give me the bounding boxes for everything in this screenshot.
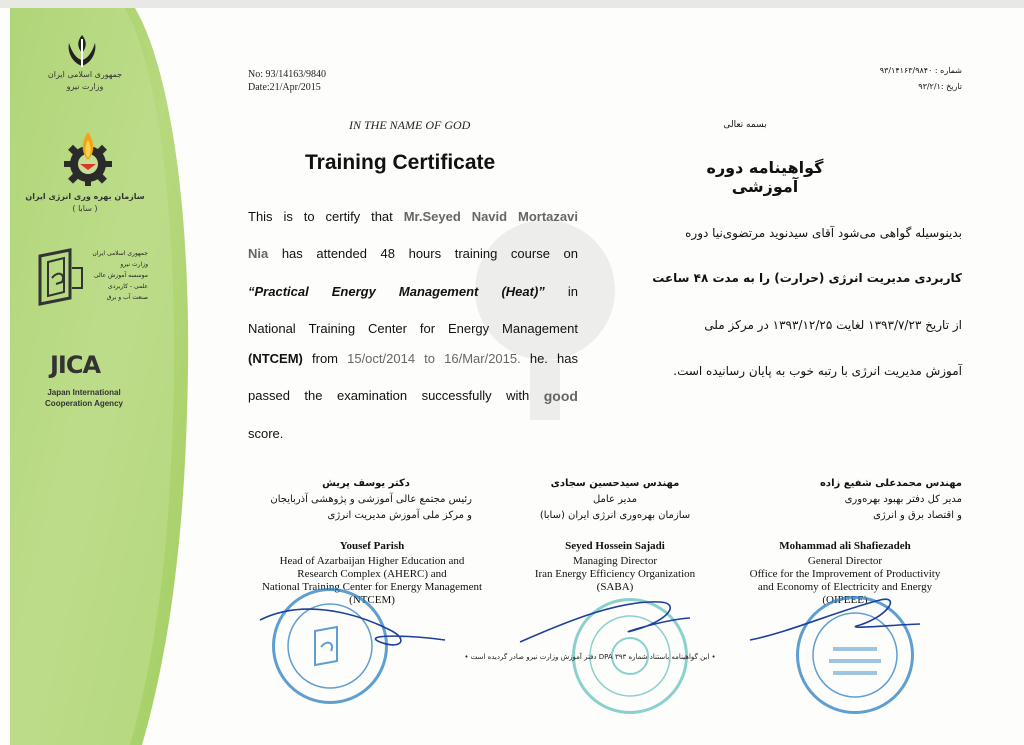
body-word: attended	[316, 246, 367, 261]
jica-name-line-2: Cooperation Agency	[45, 399, 123, 408]
certificate-number: No: 93/14163/9840	[248, 69, 327, 80]
body-line-7: score.	[248, 426, 284, 441]
persian-line-1: بدینوسیله گواهی می‌شود آقای سیدنوید مرتضوی‌نیا دوره	[685, 226, 962, 240]
signatory-1-title-line: National Training Center for Energy Management	[261, 581, 483, 593]
body-word: 48	[380, 246, 396, 261]
body-word: (NTCEM)	[248, 351, 303, 366]
signatory-2-fa-title-1: مدیر عامل	[592, 494, 638, 505]
footnote: • این گواهینامه باستناد شماره DPA ۳۹۳ دفتر آموزش وزارت نیرو صادر گردیده است •	[464, 653, 716, 661]
body-word: good	[543, 388, 578, 404]
ntcem-caption-line: جمهوری اسلامی ایران	[92, 250, 148, 257]
body-word: on	[563, 246, 578, 261]
signatory-3-title-line: and Economy of Electricity and Energy	[757, 581, 933, 593]
body-line-5	[248, 351, 578, 373]
body-word: Energy	[331, 284, 376, 299]
saba-caption-1: سازمان بهره وری انرژی ایران	[25, 192, 145, 201]
body-word: Nia	[248, 246, 269, 261]
emblem-caption-1: جمهوری اسلامی ایران	[47, 70, 123, 79]
persian-line-3: از تاریخ ۱۳۹۳/۷/۲۳ لغایت ۱۳۹۳/۱۲/۲۵ در مرکز ملی	[704, 318, 962, 332]
sidebar	[10, 8, 200, 745]
signatory-3-title-line: (OIPEEE)	[822, 594, 868, 606]
body-line-4	[248, 321, 578, 343]
body-word: to	[424, 351, 436, 366]
signatory-3-name: Mohammad ali Shafiezadeh	[779, 540, 911, 552]
body-word: that	[371, 209, 393, 224]
body-word: successfully	[421, 388, 492, 403]
persian-line-4: آموزش مدیریت انرژی با رتبه خوب به پایان رسانیده است.	[673, 364, 962, 378]
signature-1-icon	[260, 609, 445, 645]
signatory-1-title-line: Head of Azarbaijan Higher Education and	[279, 555, 465, 567]
body-line-6	[248, 388, 578, 410]
body-word: Center	[367, 321, 407, 336]
body-word: has	[281, 246, 303, 261]
signatory-3-fa-title-1: مدیر کل دفتر بهبود بهره‌وری	[844, 494, 962, 505]
jica-name	[24, 387, 144, 409]
body-word: National	[248, 321, 296, 336]
body-word: This	[248, 209, 273, 224]
body-word: Management	[398, 284, 479, 299]
body-word: examination	[336, 388, 408, 403]
body-word: Mortazavi	[518, 209, 578, 224]
body-word: is	[283, 209, 293, 224]
iran-emblem-icon	[65, 33, 99, 74]
ntcem-caption-line: صنعت آب و برق	[106, 294, 148, 301]
certificate-date: Date:21/Apr/2015	[248, 82, 321, 93]
body-word: from	[312, 351, 338, 366]
body-word: “Practical	[248, 284, 309, 299]
signatory-2-title-line: Managing Director	[573, 555, 657, 567]
ntcem-caption	[88, 248, 148, 303]
ntcem-logo-icon	[36, 248, 84, 311]
emblem-caption-2: وزارت نیرو	[66, 82, 104, 91]
jica-name-line-1: Japan International	[47, 388, 121, 397]
signatory-2-fa-title-2: سازمان بهره‌وری انرژی ایران (سابا)	[539, 510, 691, 521]
body-word: certify	[325, 209, 361, 224]
body-line-2	[248, 246, 578, 268]
jica-logo: JICA	[50, 351, 101, 379]
signatory-2-fa-name: مهندس سیدحسین سجادی	[550, 478, 680, 489]
signatory-1-fa-name: دکتر یوسف پریش	[322, 478, 410, 489]
body-word: 16/Mar/2015.	[444, 351, 521, 366]
body-line-1	[248, 209, 578, 231]
signatory-3-fa-name: مهندس محمدعلی شفیع زاده	[820, 478, 962, 489]
body-word: Training	[308, 321, 356, 336]
signatory-3-fa-title-2: و اقتصاد برق و انرژی	[873, 510, 962, 521]
signatory-2-title-line: Iran Energy Efficiency Organization	[534, 568, 696, 580]
signatory-1-title-line: (NTCEM)	[349, 594, 395, 606]
body-word: passed	[248, 388, 290, 403]
signatory-1-fa-title-1: رئیس مجتمع عالی آموزشی و پژوهشی آذربایجان	[270, 494, 472, 505]
body-word: with	[506, 388, 530, 403]
body-word: hours	[408, 246, 442, 261]
body-word: training	[454, 246, 498, 261]
body-word: Navid	[471, 209, 508, 224]
saba-gear-logo-icon	[58, 130, 118, 193]
ntcem-caption-line: علمی - کاربردی	[108, 283, 148, 290]
body-word: (Heat)”	[501, 284, 545, 299]
sidebar-background	[10, 8, 200, 745]
body-word: to	[303, 209, 315, 224]
signatory-3-title-line: General Director	[807, 555, 883, 567]
signature-2-icon	[520, 602, 690, 642]
signatory-3-title-line: Office for the Improvement of Productivity	[749, 568, 941, 580]
signatory-1-fa-title-2: و مرکز ملی آموزش مدیریت انرژی	[327, 510, 472, 521]
body-word: Mr.Seyed	[403, 209, 461, 224]
body-word: the	[304, 388, 323, 403]
body-word: has	[557, 351, 578, 366]
body-word: in	[567, 284, 578, 299]
in-name-of-god: IN THE NAME OF GOD	[349, 118, 471, 132]
body-word: course	[510, 246, 550, 261]
ntcem-caption-line: وزارت نیرو	[120, 261, 148, 268]
signatory-1-title-line: Research Complex (AHERC) and	[297, 568, 447, 580]
signatures-overlay	[240, 580, 960, 690]
persian-line-2: کاربردی مدیریت انرژی (حرارت) را به مدت ۴۸ ساعت	[652, 271, 962, 285]
body-line-3	[248, 284, 578, 306]
body-word: Energy	[447, 321, 490, 336]
bismillah: بسمه تعالی	[723, 120, 767, 130]
title-persian: گواهینامه دوره آموزشی	[706, 158, 824, 196]
signature-3-icon	[750, 599, 920, 640]
body-word: 15/oct/2014	[347, 351, 416, 366]
signatory-1-name: Yousef Parish	[339, 540, 405, 552]
top-edge	[0, 0, 1024, 8]
signatory-2-name: Seyed Hossein Sajadi	[565, 540, 665, 552]
fa-number: شماره : ۹۳/۱۴۱۶۳/۹۸۴۰	[879, 66, 962, 75]
body-word: for	[419, 321, 436, 336]
saba-caption-2: ( سابا )	[72, 204, 98, 213]
body-word: he.	[529, 351, 548, 366]
ntcem-caption-line: موسسه آموزش عالی	[93, 272, 148, 279]
fa-date: تاریخ :۹۳/۲/۱	[918, 82, 962, 91]
signatory-2-title-line: (SABA)	[596, 581, 634, 593]
body-word: Management	[502, 321, 578, 336]
title-english: Training Certificate	[305, 151, 496, 174]
